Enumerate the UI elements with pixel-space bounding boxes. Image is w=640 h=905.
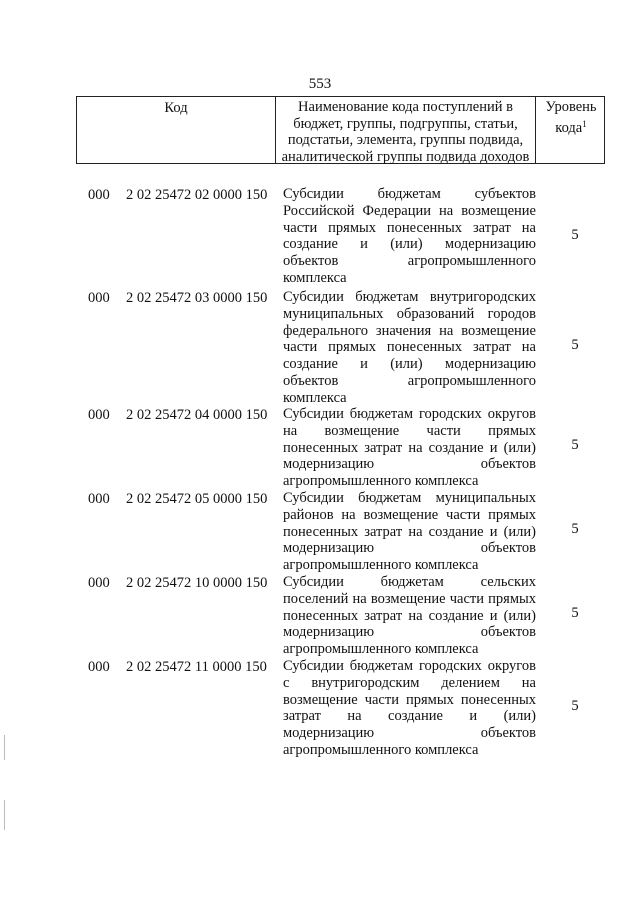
description-line: Субсидии бюджетам субъектов	[283, 186, 536, 202]
scan-artifact	[4, 800, 5, 830]
header-code-label: Код	[164, 100, 188, 116]
footnote-marker: 1	[582, 118, 587, 129]
header-name-line: Наименование кода поступлений в	[298, 99, 513, 115]
description-line: понесенных затрат на создание и (или)	[283, 607, 536, 624]
level-value: 5	[571, 437, 579, 453]
description-line: с внутригородским делением на	[283, 674, 536, 691]
income-code: 2 02 25472 02 0000 150	[126, 187, 268, 203]
description-line: на возмещение части прямых	[283, 422, 536, 439]
header-level-line: Уровень	[545, 99, 597, 115]
description-line: модернизацию объектов	[283, 624, 536, 641]
description-line: районов на возмещение части прямых	[283, 506, 536, 523]
description-line: возмещение части прямых понесенных	[283, 691, 536, 708]
description-line: затрат на создание и (или)	[283, 708, 536, 725]
header-level-column	[536, 97, 606, 163]
income-code: 2 02 25472 04 0000 150	[126, 407, 268, 423]
description-line: создание и (или) модернизацию	[283, 356, 536, 373]
admin-code: 000	[88, 491, 110, 507]
page-number: 553	[308, 76, 332, 92]
description-line: Субсидии бюджетам муниципальных	[283, 490, 536, 506]
income-code: 2 02 25472 11 0000 150	[126, 659, 267, 675]
description-line: создание и (или) модернизацию	[283, 236, 536, 253]
description-line: части прямых понесенных затрат на	[283, 339, 536, 356]
level-value: 5	[571, 337, 579, 353]
income-code: 2 02 25472 10 0000 150	[126, 575, 268, 591]
description-line: комплекса	[283, 269, 347, 286]
income-code: 2 02 25472 05 0000 150	[126, 491, 268, 507]
description-line: агропромышленного комплекса	[283, 741, 479, 758]
header-name-column	[276, 97, 536, 163]
income-description	[283, 658, 536, 759]
level-value: 5	[571, 698, 579, 714]
description-line: понесенных затрат на создание и (или)	[283, 439, 536, 456]
income-description	[283, 490, 536, 574]
description-line: муниципальных образований городов	[283, 305, 536, 322]
header-name-line: аналитической группы подвида доходов	[281, 148, 530, 165]
description-line: Субсидии бюджетам городских округов	[283, 406, 536, 422]
income-description	[283, 406, 536, 490]
header-level-label: кода	[555, 119, 583, 136]
description-line: Российской Федерации на возмещение	[283, 202, 536, 219]
income-description	[283, 574, 536, 658]
description-line: федерального значения на возмещение	[283, 322, 536, 339]
income-description	[283, 289, 536, 407]
description-line: модернизацию объектов	[283, 725, 536, 742]
income-description	[283, 186, 536, 287]
header-name-line: бюджет, группы, подгруппы, статьи,	[293, 115, 518, 132]
description-line: агропромышленного комплекса	[283, 473, 479, 490]
description-line: комплекса	[283, 389, 347, 406]
description-line: Субсидии бюджетам сельских	[283, 574, 536, 590]
table-header	[76, 96, 605, 164]
description-line: Субсидии бюджетам внутригородских	[283, 289, 536, 305]
description-line: Субсидии бюджетам городских округов	[283, 658, 536, 674]
level-value: 5	[571, 605, 579, 621]
description-line: объектов агропромышленного	[283, 372, 536, 389]
description-line: агропромышленного комплекса	[283, 641, 479, 658]
description-line: агропромышленного комплекса	[283, 557, 479, 574]
description-line: части прямых понесенных затрат на	[283, 219, 536, 236]
admin-code: 000	[88, 407, 110, 423]
description-line: понесенных затрат на создание и (или)	[283, 523, 536, 540]
description-line: модернизацию объектов	[283, 456, 536, 473]
income-code: 2 02 25472 03 0000 150	[126, 290, 268, 306]
level-value: 5	[571, 521, 579, 537]
header-name-line: подстатьи, элемента, группы подвида,	[287, 132, 524, 148]
admin-code: 000	[88, 187, 110, 203]
admin-code: 000	[88, 290, 110, 306]
scan-artifact	[4, 735, 5, 760]
admin-code: 000	[88, 659, 110, 675]
header-code-column	[77, 97, 276, 163]
level-value: 5	[571, 227, 579, 243]
description-line: модернизацию объектов	[283, 540, 536, 557]
admin-code: 000	[88, 575, 110, 591]
description-line: поселений на возмещение части прямых	[283, 590, 536, 607]
description-line: объектов агропромышленного	[283, 253, 536, 270]
header-level-line	[536, 116, 606, 137]
